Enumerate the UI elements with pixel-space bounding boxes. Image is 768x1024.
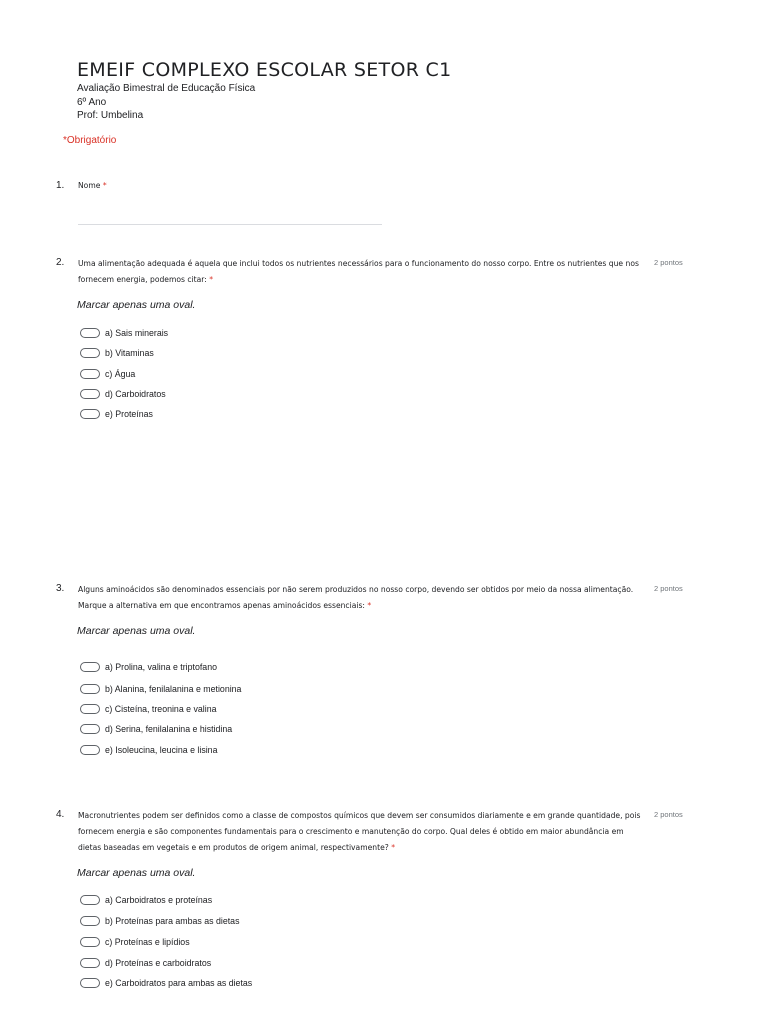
radio-option[interactable]: [80, 386, 166, 402]
radio-option[interactable]: [80, 701, 217, 717]
points-label: 2 pontos: [654, 584, 683, 593]
option-label: d) Carboidratos: [105, 389, 166, 399]
option-label: b) Alanina, fenilalanina e metionina: [105, 684, 242, 694]
form-title: EMEIF COMPLEXO ESCOLAR SETOR C1: [77, 59, 452, 81]
option-label: d) Proteínas e carboidratos: [105, 958, 212, 968]
radio-oval-icon[interactable]: [80, 662, 100, 672]
radio-option[interactable]: [80, 955, 211, 971]
required-mark: *: [209, 275, 214, 284]
radio-oval-icon[interactable]: [80, 348, 100, 358]
radio-oval-icon[interactable]: [80, 409, 100, 419]
radio-option[interactable]: [80, 721, 232, 737]
radio-oval-icon[interactable]: [80, 916, 100, 926]
option-label: e) Isoleucina, leucina e lisina: [105, 745, 218, 755]
question-label: Alguns aminoácidos são denominados essenciais por não serem produzidos no nosso corpo, devendo ser obtidos por meio da nossa alimentação. Marque a alternativa em que encontramos apenas aminoácidos essenciais:: [78, 585, 634, 610]
question-number: 3.: [56, 583, 65, 594]
question-number: 4.: [56, 809, 65, 820]
question-label: Macronutrientes podem ser definidos como a classe de compostos químicos que devem ser consumidos diariamente e em grande quantidade, pois fornecem energia e são componentes fundamentais para o crescimento e manutenção do corpo. Qual deles é obtido em maior abundância em dietas baseadas em vegetais e em produtos de origem animal, respectivamente?: [78, 811, 641, 852]
option-label: a) Prolina, valina e triptofano: [105, 662, 217, 672]
radio-option[interactable]: [80, 892, 212, 908]
form-header: [77, 58, 452, 123]
radio-oval-icon[interactable]: [80, 895, 100, 905]
radio-option[interactable]: [80, 325, 168, 341]
radio-oval-icon[interactable]: [80, 328, 100, 338]
required-note: *Obrigatório: [63, 135, 117, 146]
radio-oval-icon[interactable]: [80, 978, 100, 988]
instruction-hint: Marcar apenas uma oval.: [77, 625, 196, 637]
question-label: Nome: [78, 181, 101, 190]
option-label: c) Cisteína, treonina e valina: [105, 704, 217, 714]
form-subtitle-2: 6º Ano: [77, 96, 107, 108]
question-text: [78, 178, 648, 194]
option-label: a) Carboidratos e proteínas: [105, 895, 213, 905]
option-label: b) Vitaminas: [105, 348, 154, 358]
points-label: 2 pontos: [654, 258, 683, 267]
question-number: 2.: [56, 257, 65, 268]
radio-option[interactable]: [80, 406, 153, 422]
option-label: c) Água: [105, 369, 136, 379]
radio-oval-icon[interactable]: [80, 745, 100, 755]
radio-option[interactable]: [80, 345, 154, 361]
form-subtitle-3: Prof: Umbelina: [77, 110, 144, 121]
radio-oval-icon[interactable]: [80, 369, 100, 379]
radio-oval-icon[interactable]: [80, 389, 100, 399]
option-label: e) Proteínas: [105, 409, 153, 419]
instruction-hint: Marcar apenas uma oval.: [77, 299, 196, 311]
radio-oval-icon[interactable]: [80, 937, 100, 947]
required-mark: *: [102, 181, 107, 190]
radio-oval-icon[interactable]: [80, 704, 100, 714]
radio-option[interactable]: [80, 934, 190, 950]
required-mark: *: [367, 601, 372, 610]
form-subtitle-1: Avaliação Bimestral de Educação Física: [77, 83, 256, 94]
radio-option[interactable]: [80, 742, 217, 758]
radio-option[interactable]: [80, 366, 135, 382]
radio-option[interactable]: [80, 659, 217, 675]
question-text: [78, 256, 648, 288]
question-label: Uma alimentação adequada é aquela que inclui todos os nutrientes necessários para o funcionamento do nosso corpo. Entre os nutrientes que nos fornecem energia, podemos citar:: [78, 259, 639, 284]
radio-oval-icon[interactable]: [80, 724, 100, 734]
option-label: e) Carboidratos para ambas as dietas: [105, 978, 253, 988]
required-mark: *: [391, 843, 395, 852]
option-label: c) Proteínas e lipídios: [105, 937, 190, 947]
radio-oval-icon[interactable]: [80, 684, 100, 694]
question-number: 1.: [56, 180, 65, 191]
option-label: d) Serina, fenilalanina e histidina: [105, 724, 233, 734]
option-label: b) Proteínas para ambas as dietas: [105, 916, 240, 926]
radio-option[interactable]: [80, 975, 252, 991]
name-input[interactable]: [78, 224, 382, 225]
question-text: [78, 808, 648, 856]
question-text: [78, 582, 648, 614]
radio-oval-icon[interactable]: [80, 958, 100, 968]
radio-option[interactable]: [80, 681, 241, 697]
instruction-hint: Marcar apenas uma oval.: [77, 867, 196, 879]
radio-option[interactable]: [80, 913, 239, 929]
points-label: 2 pontos: [654, 810, 683, 819]
option-label: a) Sais minerais: [105, 328, 169, 338]
